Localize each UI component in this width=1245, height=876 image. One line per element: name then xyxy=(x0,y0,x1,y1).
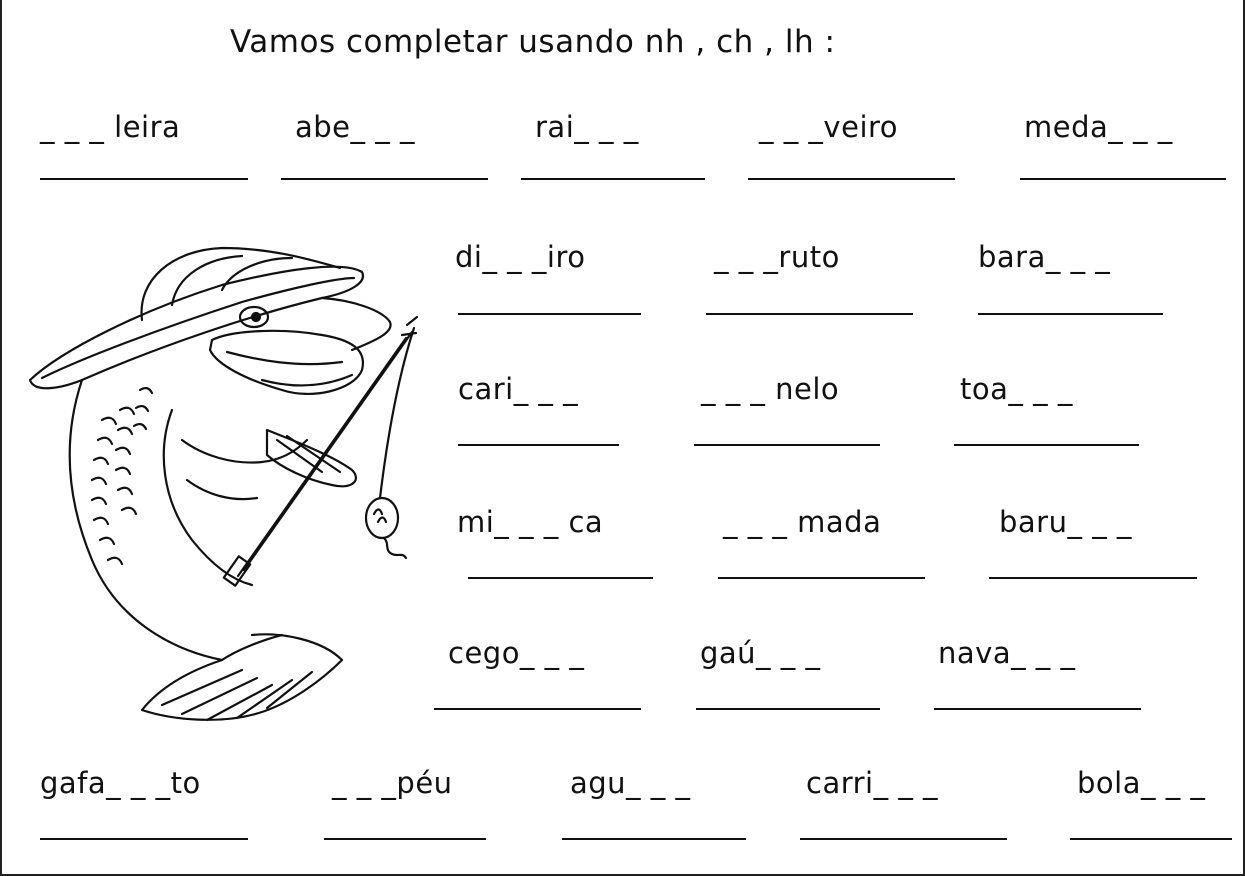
word-item: cari_ _ _ xyxy=(458,372,579,406)
answer-line[interactable] xyxy=(800,838,1007,840)
word-item: bola_ _ _ xyxy=(1077,766,1206,800)
fish-with-cap-and-fishing-rod-icon xyxy=(22,240,442,730)
answer-line[interactable] xyxy=(954,444,1139,446)
word-item: gafa_ _ _to xyxy=(40,766,201,800)
worksheet-title: Vamos completar usando nh , ch , lh : xyxy=(230,24,836,60)
word-item: _ _ _veiro xyxy=(759,110,899,144)
word-item: gaú_ _ _ xyxy=(700,636,821,670)
word-item: agu_ _ _ xyxy=(570,766,691,800)
answer-line[interactable] xyxy=(696,708,880,710)
answer-line[interactable] xyxy=(1020,178,1226,180)
answer-line[interactable] xyxy=(40,178,248,180)
word-item: carri_ _ _ xyxy=(806,766,939,800)
answer-line[interactable] xyxy=(562,838,746,840)
answer-line[interactable] xyxy=(324,838,486,840)
answer-line[interactable] xyxy=(434,708,641,710)
answer-line[interactable] xyxy=(989,577,1197,579)
answer-line[interactable] xyxy=(458,313,641,315)
word-item: rai_ _ _ xyxy=(535,110,639,144)
word-item: _ _ _ leira xyxy=(40,110,181,144)
word-item: abe_ _ _ xyxy=(295,110,415,144)
answer-line[interactable] xyxy=(706,313,913,315)
word-item: mi_ _ _ ca xyxy=(457,505,604,539)
answer-line[interactable] xyxy=(694,444,880,446)
answer-line[interactable] xyxy=(468,577,653,579)
answer-line[interactable] xyxy=(748,178,955,180)
answer-line[interactable] xyxy=(1070,838,1232,840)
word-item: _ _ _ nelo xyxy=(701,372,840,406)
word-item: toa_ _ _ xyxy=(960,372,1073,406)
word-item: di_ _ _iro xyxy=(455,240,586,274)
word-item: _ _ _ mada xyxy=(723,505,882,539)
answer-line[interactable] xyxy=(458,444,619,446)
word-item: nava_ _ _ xyxy=(938,636,1076,670)
answer-line[interactable] xyxy=(934,708,1141,710)
answer-line[interactable] xyxy=(40,838,248,840)
word-item: bara_ _ _ xyxy=(978,240,1111,274)
word-item: meda_ _ _ xyxy=(1024,110,1173,144)
word-item: _ _ _péu xyxy=(332,766,453,800)
word-item: baru_ _ _ xyxy=(999,505,1132,539)
answer-line[interactable] xyxy=(521,178,705,180)
answer-line[interactable] xyxy=(978,313,1163,315)
answer-line[interactable] xyxy=(281,178,488,180)
answer-line[interactable] xyxy=(718,577,925,579)
word-item: _ _ _ruto xyxy=(714,240,840,274)
word-item: cego_ _ _ xyxy=(448,636,585,670)
